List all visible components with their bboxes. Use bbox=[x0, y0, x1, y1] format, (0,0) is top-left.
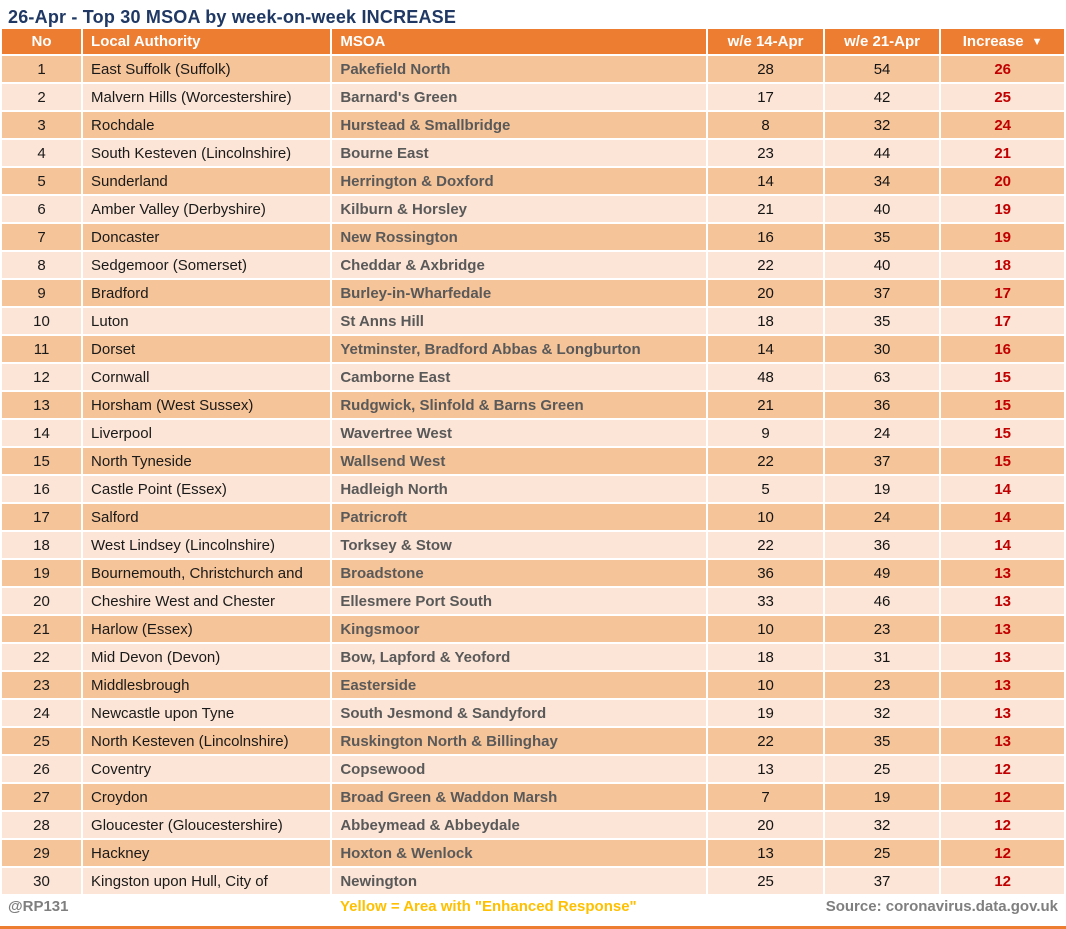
cell-local-authority: Castle Point (Essex) bbox=[83, 476, 330, 502]
cell-msoa: Hurstead & Smallbridge bbox=[332, 112, 706, 138]
cell-msoa: Abbeymead & Abbeydale bbox=[332, 812, 706, 838]
cell-local-authority: Malvern Hills (Worcestershire) bbox=[83, 84, 330, 110]
cell-no: 1 bbox=[2, 56, 81, 82]
cell-msoa: Bourne East bbox=[332, 140, 706, 166]
cell-we-21-apr: 19 bbox=[825, 784, 940, 810]
cell-we-21-apr: 25 bbox=[825, 756, 940, 782]
cell-no: 2 bbox=[2, 84, 81, 110]
cell-local-authority: Mid Devon (Devon) bbox=[83, 644, 330, 670]
cell-we-14-apr: 8 bbox=[708, 112, 823, 138]
table-row bbox=[2, 224, 1064, 250]
cell-increase: 20 bbox=[941, 168, 1064, 194]
cell-increase: 12 bbox=[941, 784, 1064, 810]
cell-we-21-apr: 24 bbox=[825, 420, 940, 446]
cell-local-authority: Salford bbox=[83, 504, 330, 530]
cell-no: 7 bbox=[2, 224, 81, 250]
cell-increase: 15 bbox=[941, 448, 1064, 474]
cell-we-14-apr: 22 bbox=[708, 532, 823, 558]
column-header-increase-label: Increase bbox=[962, 33, 1024, 50]
cell-local-authority: Rochdale bbox=[83, 112, 330, 138]
cell-msoa: Camborne East bbox=[332, 364, 706, 390]
cell-we-14-apr: 23 bbox=[708, 140, 823, 166]
cell-we-21-apr: 32 bbox=[825, 700, 940, 726]
table-row bbox=[2, 868, 1064, 894]
cell-increase: 15 bbox=[941, 392, 1064, 418]
cell-no: 8 bbox=[2, 252, 81, 278]
cell-local-authority: Horsham (West Sussex) bbox=[83, 392, 330, 418]
cell-local-authority: East Suffolk (Suffolk) bbox=[83, 56, 330, 82]
cell-no: 27 bbox=[2, 784, 81, 810]
table-row bbox=[2, 728, 1064, 754]
cell-we-14-apr: 28 bbox=[708, 56, 823, 82]
column-header-local-authority: Local Authority bbox=[83, 29, 330, 54]
cell-we-14-apr: 21 bbox=[708, 392, 823, 418]
cell-msoa: New Rossington bbox=[332, 224, 706, 250]
cell-no: 3 bbox=[2, 112, 81, 138]
cell-we-21-apr: 42 bbox=[825, 84, 940, 110]
table-row bbox=[2, 308, 1064, 334]
table-row bbox=[2, 84, 1064, 110]
column-header-msoa: MSOA bbox=[332, 29, 706, 54]
column-header-we-21-apr: w/e 21-Apr bbox=[825, 29, 940, 54]
table-header-row bbox=[2, 29, 1064, 54]
author-handle: @RP131 bbox=[8, 898, 69, 915]
footer bbox=[0, 897, 1066, 919]
cell-local-authority: Hackney bbox=[83, 840, 330, 866]
cell-we-21-apr: 37 bbox=[825, 868, 940, 894]
table-row bbox=[2, 168, 1064, 194]
cell-msoa: Easterside bbox=[332, 672, 706, 698]
cell-no: 29 bbox=[2, 840, 81, 866]
cell-increase: 13 bbox=[941, 700, 1064, 726]
cell-we-14-apr: 14 bbox=[708, 168, 823, 194]
cell-we-21-apr: 23 bbox=[825, 616, 940, 642]
column-header-we-14-apr: w/e 14-Apr bbox=[708, 29, 823, 54]
cell-increase: 24 bbox=[941, 112, 1064, 138]
cell-increase: 13 bbox=[941, 560, 1064, 586]
table-row bbox=[2, 840, 1064, 866]
cell-no: 26 bbox=[2, 756, 81, 782]
cell-local-authority: Sedgemoor (Somerset) bbox=[83, 252, 330, 278]
cell-no: 14 bbox=[2, 420, 81, 446]
cell-no: 24 bbox=[2, 700, 81, 726]
cell-increase: 12 bbox=[941, 868, 1064, 894]
cell-local-authority: Cheshire West and Chester bbox=[83, 588, 330, 614]
cell-we-14-apr: 22 bbox=[708, 448, 823, 474]
table-row bbox=[2, 560, 1064, 586]
cell-local-authority: Bradford bbox=[83, 280, 330, 306]
cell-increase: 21 bbox=[941, 140, 1064, 166]
cell-we-14-apr: 17 bbox=[708, 84, 823, 110]
cell-no: 15 bbox=[2, 448, 81, 474]
cell-increase: 12 bbox=[941, 840, 1064, 866]
cell-we-14-apr: 14 bbox=[708, 336, 823, 362]
cell-local-authority: Sunderland bbox=[83, 168, 330, 194]
cell-we-21-apr: 36 bbox=[825, 532, 940, 558]
cell-we-14-apr: 20 bbox=[708, 812, 823, 838]
cell-we-21-apr: 31 bbox=[825, 644, 940, 670]
cell-local-authority: South Kesteven (Lincolnshire) bbox=[83, 140, 330, 166]
cell-we-21-apr: 35 bbox=[825, 224, 940, 250]
cell-increase: 25 bbox=[941, 84, 1064, 110]
cell-increase: 19 bbox=[941, 224, 1064, 250]
cell-msoa: Pakefield North bbox=[332, 56, 706, 82]
cell-increase: 16 bbox=[941, 336, 1064, 362]
cell-increase: 15 bbox=[941, 420, 1064, 446]
table-row bbox=[2, 420, 1064, 446]
cell-no: 20 bbox=[2, 588, 81, 614]
cell-we-14-apr: 9 bbox=[708, 420, 823, 446]
cell-local-authority: Cornwall bbox=[83, 364, 330, 390]
cell-we-14-apr: 19 bbox=[708, 700, 823, 726]
table-row bbox=[2, 784, 1064, 810]
cell-increase: 14 bbox=[941, 504, 1064, 530]
table-row bbox=[2, 448, 1064, 474]
cell-msoa: Hadleigh North bbox=[332, 476, 706, 502]
table-row bbox=[2, 336, 1064, 362]
cell-increase: 17 bbox=[941, 280, 1064, 306]
cell-we-21-apr: 25 bbox=[825, 840, 940, 866]
cell-we-14-apr: 5 bbox=[708, 476, 823, 502]
cell-increase: 13 bbox=[941, 644, 1064, 670]
column-header-no: No bbox=[2, 29, 81, 54]
cell-msoa: Newington bbox=[332, 868, 706, 894]
cell-local-authority: Newcastle upon Tyne bbox=[83, 700, 330, 726]
cell-no: 4 bbox=[2, 140, 81, 166]
table-row bbox=[2, 112, 1064, 138]
cell-local-authority: Bournemouth, Christchurch and bbox=[83, 560, 330, 586]
cell-we-21-apr: 37 bbox=[825, 280, 940, 306]
cell-we-21-apr: 54 bbox=[825, 56, 940, 82]
cell-we-21-apr: 40 bbox=[825, 252, 940, 278]
cell-increase: 13 bbox=[941, 672, 1064, 698]
cell-msoa: Ruskington North & Billinghay bbox=[332, 728, 706, 754]
cell-increase: 26 bbox=[941, 56, 1064, 82]
cell-we-21-apr: 24 bbox=[825, 504, 940, 530]
cell-we-14-apr: 10 bbox=[708, 672, 823, 698]
table-row bbox=[2, 812, 1064, 838]
cell-increase: 12 bbox=[941, 812, 1064, 838]
cell-we-21-apr: 32 bbox=[825, 812, 940, 838]
cell-msoa: Barnard's Green bbox=[332, 84, 706, 110]
cell-no: 9 bbox=[2, 280, 81, 306]
table-row bbox=[2, 476, 1064, 502]
cell-no: 12 bbox=[2, 364, 81, 390]
table-row bbox=[2, 196, 1064, 222]
cell-msoa: Kingsmoor bbox=[332, 616, 706, 642]
cell-local-authority: Coventry bbox=[83, 756, 330, 782]
cell-msoa: Wavertree West bbox=[332, 420, 706, 446]
cell-local-authority: Amber Valley (Derbyshire) bbox=[83, 196, 330, 222]
page-title: 26-Apr - Top 30 MSOA by week-on-week INCREASE bbox=[8, 7, 457, 27]
cell-we-21-apr: 63 bbox=[825, 364, 940, 390]
cell-no: 22 bbox=[2, 644, 81, 670]
cell-we-21-apr: 36 bbox=[825, 392, 940, 418]
cell-msoa: Burley-in-Wharfedale bbox=[332, 280, 706, 306]
table-row bbox=[2, 644, 1064, 670]
table-row bbox=[2, 252, 1064, 278]
cell-we-21-apr: 44 bbox=[825, 140, 940, 166]
cell-no: 17 bbox=[2, 504, 81, 530]
msoa-table bbox=[0, 27, 1066, 896]
table-row bbox=[2, 364, 1064, 390]
cell-local-authority: Dorset bbox=[83, 336, 330, 362]
table-row bbox=[2, 672, 1064, 698]
cell-no: 23 bbox=[2, 672, 81, 698]
cell-no: 30 bbox=[2, 868, 81, 894]
cell-increase: 13 bbox=[941, 728, 1064, 754]
table-row bbox=[2, 392, 1064, 418]
cell-increase: 14 bbox=[941, 532, 1064, 558]
cell-local-authority: North Tyneside bbox=[83, 448, 330, 474]
cell-msoa: Wallsend West bbox=[332, 448, 706, 474]
cell-we-14-apr: 22 bbox=[708, 728, 823, 754]
cell-local-authority: Middlesbrough bbox=[83, 672, 330, 698]
cell-no: 19 bbox=[2, 560, 81, 586]
cell-no: 28 bbox=[2, 812, 81, 838]
enhanced-response-legend: Yellow = Area with "Enhanced Response" bbox=[340, 898, 637, 915]
cell-local-authority: West Lindsey (Lincolnshire) bbox=[83, 532, 330, 558]
cell-local-authority: Croydon bbox=[83, 784, 330, 810]
column-header-increase bbox=[941, 29, 1064, 54]
cell-we-21-apr: 23 bbox=[825, 672, 940, 698]
cell-no: 11 bbox=[2, 336, 81, 362]
cell-no: 5 bbox=[2, 168, 81, 194]
table-row bbox=[2, 616, 1064, 642]
cell-msoa: Copsewood bbox=[332, 756, 706, 782]
cell-we-14-apr: 48 bbox=[708, 364, 823, 390]
data-source-credit: Source: coronavirus.data.gov.uk bbox=[825, 898, 1058, 915]
cell-we-21-apr: 35 bbox=[825, 728, 940, 754]
table-row bbox=[2, 56, 1064, 82]
cell-no: 21 bbox=[2, 616, 81, 642]
cell-local-authority: Luton bbox=[83, 308, 330, 334]
cell-msoa: South Jesmond & Sandyford bbox=[332, 700, 706, 726]
cell-increase: 17 bbox=[941, 308, 1064, 334]
cell-we-14-apr: 7 bbox=[708, 784, 823, 810]
cell-we-14-apr: 18 bbox=[708, 308, 823, 334]
cell-no: 13 bbox=[2, 392, 81, 418]
cell-we-14-apr: 25 bbox=[708, 868, 823, 894]
cell-msoa: Broadstone bbox=[332, 560, 706, 586]
cell-no: 25 bbox=[2, 728, 81, 754]
cell-local-authority: North Kesteven (Lincolnshire) bbox=[83, 728, 330, 754]
cell-msoa: Bow, Lapford & Yeoford bbox=[332, 644, 706, 670]
sort-filter-arrow-icon[interactable]: ▼ bbox=[1031, 36, 1043, 48]
table-row bbox=[2, 588, 1064, 614]
cell-we-14-apr: 16 bbox=[708, 224, 823, 250]
cell-local-authority: Gloucester (Gloucestershire) bbox=[83, 812, 330, 838]
cell-msoa: Kilburn & Horsley bbox=[332, 196, 706, 222]
cell-no: 6 bbox=[2, 196, 81, 222]
cell-increase: 15 bbox=[941, 364, 1064, 390]
cell-increase: 13 bbox=[941, 588, 1064, 614]
cell-msoa: Yetminster, Bradford Abbas & Longburton bbox=[332, 336, 706, 362]
cell-no: 18 bbox=[2, 532, 81, 558]
cell-increase: 14 bbox=[941, 476, 1064, 502]
cell-we-14-apr: 18 bbox=[708, 644, 823, 670]
cell-we-14-apr: 10 bbox=[708, 504, 823, 530]
cell-msoa: Cheddar & Axbridge bbox=[332, 252, 706, 278]
cell-msoa: Herrington & Doxford bbox=[332, 168, 706, 194]
table-row bbox=[2, 532, 1064, 558]
cell-msoa: Torksey & Stow bbox=[332, 532, 706, 558]
cell-msoa: Ellesmere Port South bbox=[332, 588, 706, 614]
cell-local-authority: Doncaster bbox=[83, 224, 330, 250]
cell-we-14-apr: 22 bbox=[708, 252, 823, 278]
cell-we-14-apr: 13 bbox=[708, 756, 823, 782]
cell-msoa: St Anns Hill bbox=[332, 308, 706, 334]
cell-we-21-apr: 40 bbox=[825, 196, 940, 222]
cell-msoa: Patricroft bbox=[332, 504, 706, 530]
cell-we-21-apr: 30 bbox=[825, 336, 940, 362]
cell-we-21-apr: 34 bbox=[825, 168, 940, 194]
table-row bbox=[2, 504, 1064, 530]
table-row bbox=[2, 756, 1064, 782]
cell-increase: 18 bbox=[941, 252, 1064, 278]
cell-we-21-apr: 35 bbox=[825, 308, 940, 334]
cell-we-21-apr: 46 bbox=[825, 588, 940, 614]
cell-increase: 12 bbox=[941, 756, 1064, 782]
cell-we-14-apr: 20 bbox=[708, 280, 823, 306]
cell-we-21-apr: 37 bbox=[825, 448, 940, 474]
cell-msoa: Broad Green & Waddon Marsh bbox=[332, 784, 706, 810]
table-row bbox=[2, 700, 1064, 726]
cell-msoa: Hoxton & Wenlock bbox=[332, 840, 706, 866]
cell-local-authority: Liverpool bbox=[83, 420, 330, 446]
cell-no: 16 bbox=[2, 476, 81, 502]
cell-we-14-apr: 36 bbox=[708, 560, 823, 586]
table-row bbox=[2, 280, 1064, 306]
cell-we-21-apr: 32 bbox=[825, 112, 940, 138]
cell-local-authority: Kingston upon Hull, City of bbox=[83, 868, 330, 894]
cell-we-21-apr: 19 bbox=[825, 476, 940, 502]
cell-msoa: Rudgwick, Slinfold & Barns Green bbox=[332, 392, 706, 418]
cell-increase: 13 bbox=[941, 616, 1064, 642]
cell-increase: 19 bbox=[941, 196, 1064, 222]
cell-we-14-apr: 10 bbox=[708, 616, 823, 642]
cell-we-14-apr: 21 bbox=[708, 196, 823, 222]
cell-we-14-apr: 33 bbox=[708, 588, 823, 614]
cell-we-21-apr: 49 bbox=[825, 560, 940, 586]
cell-no: 10 bbox=[2, 308, 81, 334]
cell-we-14-apr: 13 bbox=[708, 840, 823, 866]
cell-local-authority: Harlow (Essex) bbox=[83, 616, 330, 642]
table-row bbox=[2, 140, 1064, 166]
